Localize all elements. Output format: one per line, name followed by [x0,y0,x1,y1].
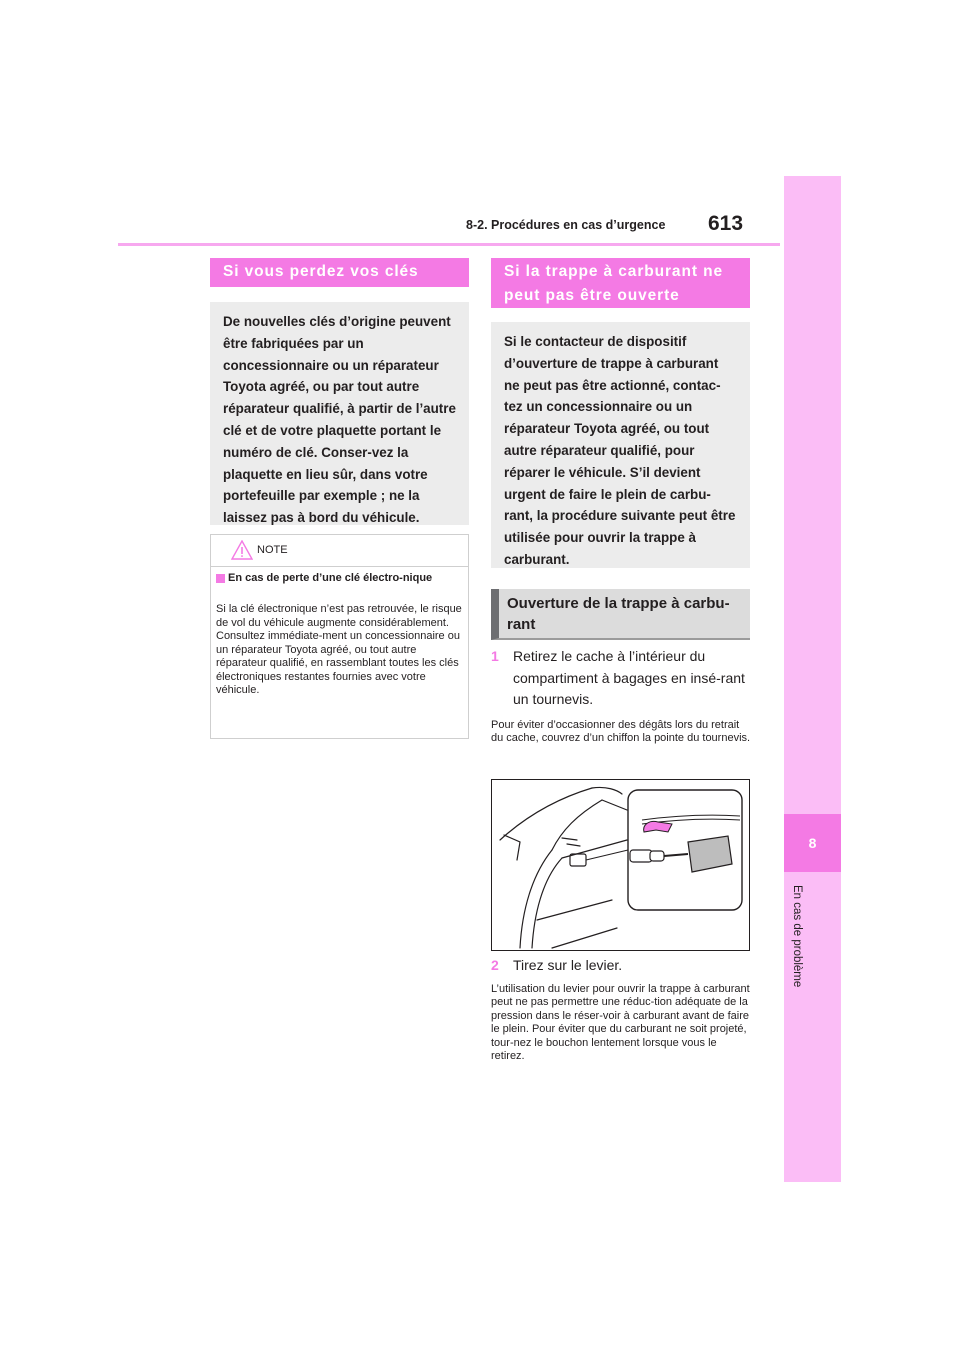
section-breadcrumb: 8-2. Procédures en cas d’urgence [466,218,666,232]
note-label: NOTE [257,544,288,556]
lost-keys-body: De nouvelles clés d’origine peuvent être fabriquées par un concessionnaire ou un réparateur Toyota agréé, ou par tout autre réparateur qualifié, à partir de l’autre clé et de votre plaquette portant le numéro de clé. Conser-vez la plaquette en lieu sûr, dans votre portefeuille par exemple ; ne la laissez pas à bord du véhicule. [210,302,469,525]
note-header [211,535,468,567]
step-1-number: 1 [491,648,499,664]
bullet-square-icon [216,574,225,583]
trunk-cover-illustration [491,779,750,951]
note-subheading [216,572,466,585]
note-text: Si la clé électronique n’est pas retrouvée, le risque de vol du véhicule augmente considérablement. Consultez immédiate-ment un concessionnaire ou un réparateur Toyota agréé, ou tout autre réparateur qualifié, en rassemblant toutes les clés électroniques restantes fournies avec votre véhicule. [216,603,462,696]
opening-fuel-door-subheading: Ouverture de la trappe à carbu-rant [491,589,750,640]
step-2-number: 2 [491,957,499,973]
lost-keys-heading: Si vous perdez vos clés [210,258,469,287]
fuel-door-body: Si le contacteur de dispositif d’ouverture de trappe à carburant ne peut pas être actionné, contac-tez un concessionnaire ou un réparateur Toyota agréé, ou tout autre réparateur qualifié, pour réparer le véhicule. S’il devient urgent de faire le plein de carbu-rant, la procédure suivante peut être utilisée pour ouvrir la trappe à carburant. [491,322,750,568]
fuel-door-heading: Si la trappe à carburant ne peut pas être ouverte [491,258,750,308]
page-number: 613 [708,212,744,235]
warning-triangle-icon [231,540,253,565]
chapter-number-tab[interactable]: 8 [784,814,841,872]
step-2-note: L’utilisation du levier pour ouvrir la trappe à carburant peut ne pas permettre une réduc-tion adéquate de la pression dans le réser-voir à carburant avant de faire le plein. Pour éviter que du carburant ne soit projeté, tour-nez le bouchon lentement lorsque vous le retirez. [491,983,750,1063]
chapter-label: En cas de problème [791,885,803,988]
note-subheading-text: En cas de perte d’une clé électro-nique [228,572,433,584]
step-1-text: Retirez le cache à l’intérieur du compartiment à bagages en insé-rant un tournevis. [513,648,745,707]
note-box [210,534,469,739]
step-1-note: Pour éviter d’occasionner des dégâts lors du retrait du cache, couvrez d’un chiffon la pointe du tournevis. [491,719,751,745]
header-divider [118,243,780,246]
step-2-text: Tirez sur le levier. [513,957,623,973]
